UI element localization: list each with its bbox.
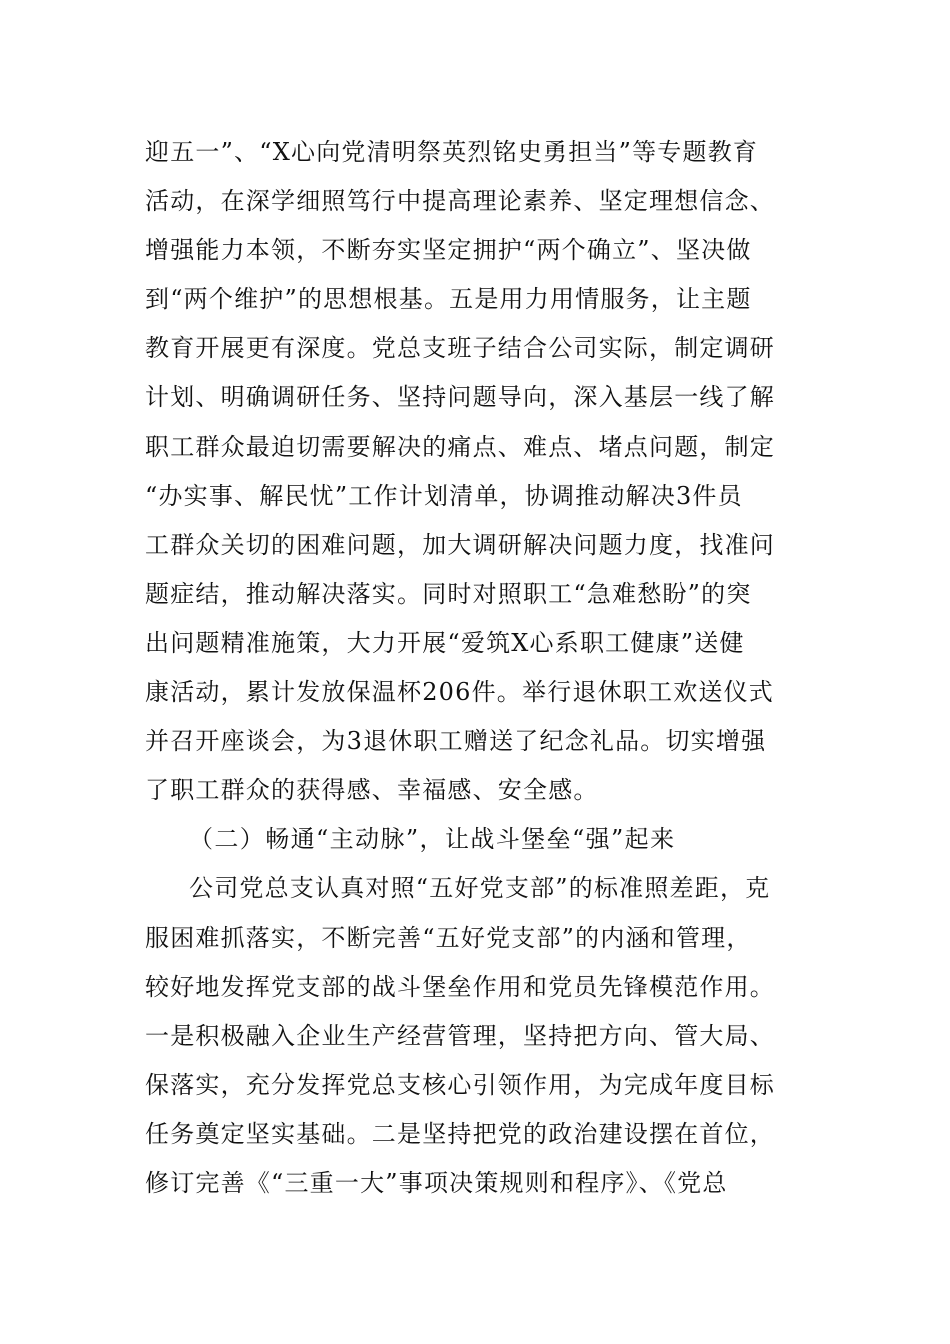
body-line: 题症结，推动解决落实。同时对照职工“急难愁盼”的突 [145,579,752,608]
body-line: 康活动，累计发放保温杯206件。举行退休职工欢送仪式 [145,678,775,707]
body-line: 活动，在深学细照笃行中提高理论素养、坚定理想信念、 [145,187,775,216]
body-line: 修订完善《“三重一大”事项决策规则和程序》、《党总 [145,1168,728,1197]
body-line: 工群众关切的困难问题，加大调研解决问题力度，找准问 [145,530,775,559]
body-line: 一是积极融入企业生产经营管理，坚持把方向、管大局、 [145,1021,775,1050]
document-body [145,128,810,1208]
body-line: 了职工群众的获得感、幸福感、安全感。 [145,776,599,805]
section-heading: （二）畅通“主动脉”，让战斗堡垒“强”起来 [189,825,676,854]
body-line: 增强能力本领，不断夯实坚定拥护“两个确立”、坚决做 [145,236,752,265]
body-line: 迎五一”、“X心向党清明祭英烈铭史勇担当”等专题教育 [145,138,759,166]
body-line: 任务奠定坚实基础。二是坚持把党的政治建设摆在首位， [145,1119,775,1148]
body-line: 计划、明确调研任务、坚持问题导向，深入基层一线了解 [145,383,775,412]
body-line: 保落实，充分发挥党总支核心引领作用，为完成年度目标 [145,1070,775,1099]
body-line: 职工群众最迫切需要解决的痛点、难点、堵点问题，制定 [145,432,775,461]
body-line: 出问题精准施策，大力开展“爱筑X心系职工健康”送健 [145,628,745,657]
body-line: 教育开展更有深度。党总支班子结合公司实际，制定调研 [145,334,775,363]
body-line: 并召开座谈会，为3退休职工赠送了纪念礼品。切实增强 [145,727,767,756]
body-line: 到“两个维护”的思想根基。五是用力用情服务，让主题 [145,285,752,314]
body-line: 较好地发挥党支部的战斗堡垒作用和党员先锋模范作用。 [145,972,775,1001]
paragraph-first-line: 公司党总支认真对照“五好党支部”的标准照差距，克 [189,874,771,903]
body-line: “办实事、解民忧”工作计划清单，协调推动解决3件员 [145,481,743,510]
body-line: 服困难抓落实，不断完善“五好党支部”的内涵和管理， [145,923,752,952]
